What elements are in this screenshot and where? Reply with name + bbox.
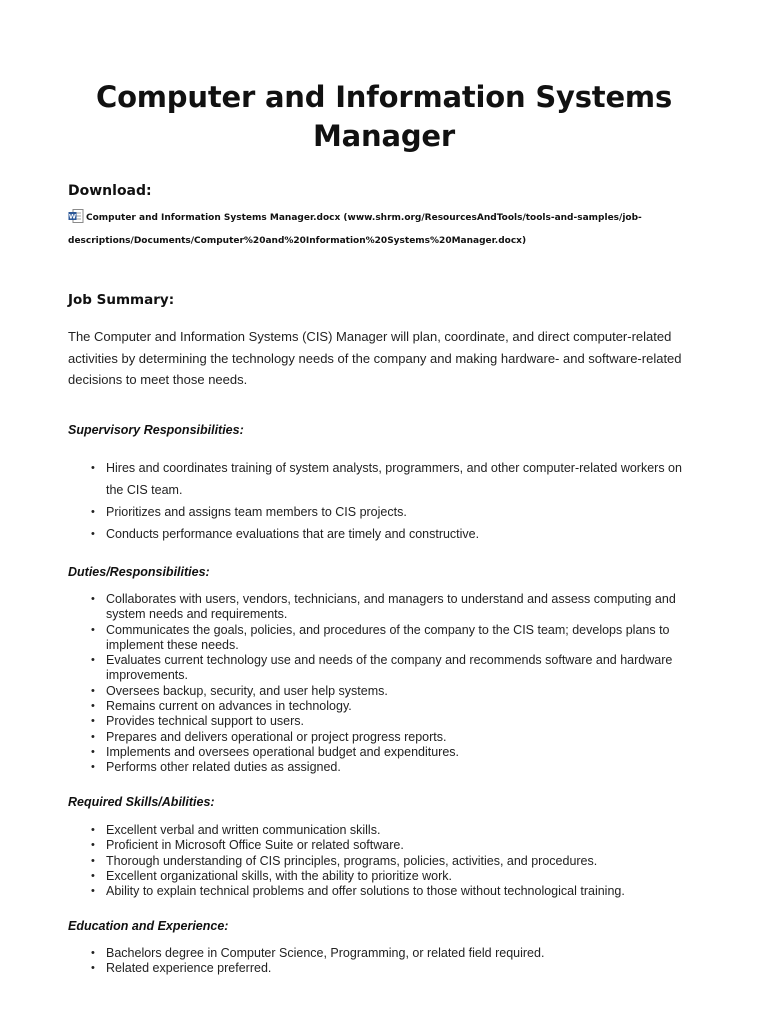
list-item: • Conducts performance evaluations that are timely and constructive. (88, 523, 698, 545)
list-item: • Collaborates with users, vendors, technicians, and managers to understand and assess computing and system needs and requirements. (88, 592, 698, 623)
download-link-line1[interactable]: Computer and Information Systems Manager.docx (www.shrm.org/ResourcesAndTools/tools-and-samples/job- (86, 213, 642, 223)
list-item: • Prioritizes and assigns team members to CIS projects. (88, 501, 698, 523)
job-summary-heading: Job Summary: (68, 292, 175, 308)
duties-list (88, 592, 698, 776)
download-label: Download: (68, 183, 152, 199)
word-document-icon (68, 209, 84, 223)
list-item: • Hires and coordinates training of system analysts, programmers, and other computer-related workers on the CIS team. (88, 457, 698, 501)
svg-text:W: W (68, 212, 77, 221)
list-item: • Prepares and delivers operational or project progress reports. (88, 730, 698, 745)
supervisory-heading: Supervisory Responsibilities: (68, 423, 244, 437)
skills-list (88, 823, 698, 899)
page-title-line2: Manager (313, 119, 455, 153)
list-item: • Oversees backup, security, and user help systems. (88, 684, 698, 699)
skills-heading: Required Skills/Abilities: (68, 795, 215, 809)
list-item: • Provides technical support to users. (88, 714, 698, 729)
list-item: • Ability to explain technical problems and offer solutions to those without technological training. (88, 884, 698, 899)
list-item: • Performs other related duties as assigned. (88, 760, 698, 775)
list-item: • Remains current on advances in technology. (88, 699, 698, 714)
list-item: • Evaluates current technology use and needs of the company and recommends software and hardware improvements. (88, 653, 698, 684)
list-item: • Implements and oversees operational budget and expenditures. (88, 745, 698, 760)
education-list (88, 946, 698, 977)
list-item: • Thorough understanding of CIS principles, programs, policies, activities, and procedures. (88, 854, 698, 869)
list-item: • Excellent organizational skills, with the ability to prioritize work. (88, 869, 698, 884)
education-heading: Education and Experience: (68, 919, 229, 933)
list-item: • Communicates the goals, policies, and procedures of the company to the CIS team; develops plans to implement these needs. (88, 623, 698, 654)
list-item: • Excellent verbal and written communication skills. (88, 823, 698, 838)
download-link-line2[interactable]: descriptions/Documents/Computer%20and%20Information%20Systems%20Manager.docx) (68, 236, 527, 246)
job-summary-text: The Computer and Information Systems (CIS) Manager will plan, coordinate, and direct computer-related activities by determining the technology needs of the company and making hardware- and software-related decisions to meet those needs. (68, 329, 682, 387)
download-link[interactable] (68, 207, 708, 253)
list-item: • Related experience preferred. (88, 961, 698, 976)
list-item: • Proficient in Microsoft Office Suite or related software. (88, 838, 698, 853)
supervisory-list (88, 457, 698, 545)
page-title-line1: Computer and Information Systems (95, 80, 673, 114)
list-item: • Bachelors degree in Computer Science, Programming, or related field required. (88, 946, 698, 961)
duties-heading: Duties/Responsibilities: (68, 565, 210, 579)
page-title (0, 78, 768, 156)
